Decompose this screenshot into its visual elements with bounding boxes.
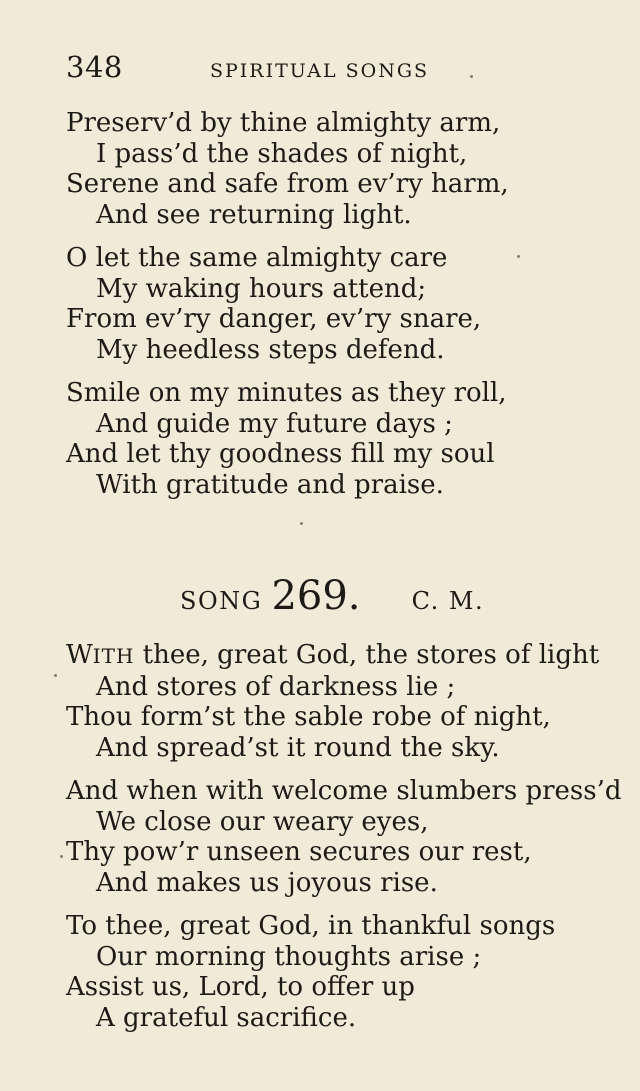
- verse-line: And see returning light.: [96, 199, 412, 230]
- verse-line: Preserv’d by thine almighty arm,: [66, 108, 501, 138]
- verse-line: Assist us, Lord, to offer up: [66, 972, 415, 1002]
- verse-line: Thy pow’r unseen secures our rest,: [66, 837, 532, 867]
- verse-line: I pass’d the shades of night,: [96, 138, 468, 169]
- paper-speck: [60, 855, 63, 858]
- stanza-6: [66, 911, 626, 1033]
- paper-speck: [517, 255, 520, 258]
- stanza-3: [66, 378, 626, 500]
- stanza-1: [66, 108, 626, 230]
- verse-line: Our morning thoughts arise ;: [96, 941, 482, 972]
- verse-line: And when with welcome slumbers press’d: [66, 776, 622, 806]
- verse-line: A grateful sacrifice.: [96, 1002, 357, 1033]
- page-number: 348: [66, 50, 123, 84]
- initial-letter: W: [66, 640, 93, 670]
- verse-line: And guide my future days ;: [96, 408, 453, 439]
- initial-word-rest: ITH: [92, 644, 135, 668]
- verse-line: Smile on my minutes as they roll,: [66, 378, 507, 408]
- stanza-5: [66, 776, 626, 898]
- paper-speck: [470, 75, 473, 78]
- verse-line-first: [66, 640, 626, 672]
- paper-speck: [54, 674, 57, 677]
- song-number: 269.: [271, 573, 361, 619]
- verse-line: From ev’ry danger, ev’ry snare,: [66, 304, 482, 334]
- song-heading: [180, 573, 484, 619]
- verse-line: And let thy goodness fill my soul: [66, 439, 495, 469]
- first-line-rest: thee, great God, the stores of light: [134, 640, 600, 670]
- verse-line: To thee, great God, in thankful songs: [66, 911, 556, 941]
- song-label: SONG: [180, 587, 263, 615]
- verse-line: And stores of darkness lie ;: [96, 671, 456, 702]
- verse-line: Serene and safe from ev’ry harm,: [66, 169, 509, 199]
- page-header: [66, 50, 470, 90]
- verse-line: We close our weary eyes,: [96, 806, 429, 837]
- verse-line: My heedless steps defend.: [96, 334, 445, 365]
- verse-line: And makes us joyous rise.: [96, 867, 438, 898]
- verse-line: And spread’st it round the sky.: [96, 732, 500, 763]
- stanza-4: [66, 640, 626, 763]
- song-meter: C. M.: [411, 587, 485, 615]
- verse-line: My waking hours attend;: [96, 273, 427, 304]
- stanza-2: [66, 243, 626, 365]
- verse-line: Thou form’st the sable robe of night,: [66, 702, 551, 732]
- verse-line: O let the same almighty care: [66, 243, 448, 273]
- verse-line: With gratitude and praise.: [96, 469, 444, 500]
- running-head: SPIRITUAL SONGS: [210, 60, 430, 82]
- paper-speck: [300, 522, 303, 525]
